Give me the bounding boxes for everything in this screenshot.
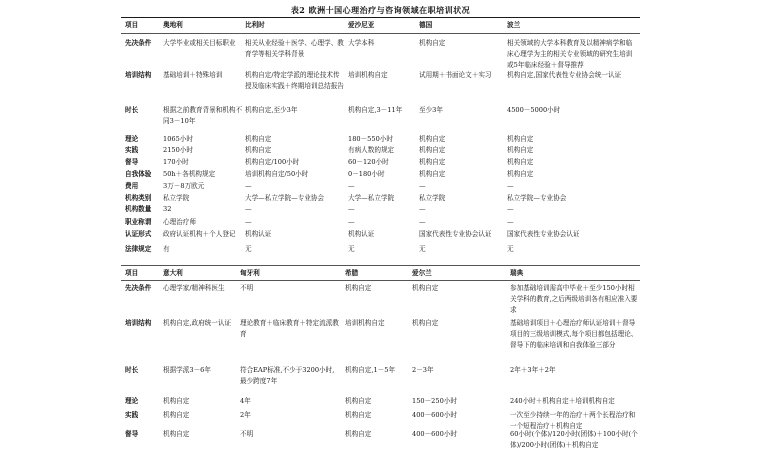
t2-cell: 400－600小时: [412, 411, 457, 419]
t1-cell: 大学毕业或相关目标职业: [163, 39, 236, 47]
t2-cell: 4年: [240, 397, 251, 405]
t1-cell: 培训机构自定/50小时: [245, 170, 309, 178]
t1-cell: 根据之前教育背景和机构不同3－10年: [163, 106, 243, 125]
t1-cell: 机构自定,3－11年: [348, 106, 403, 114]
t1-cell: 无: [507, 245, 514, 253]
t2-cell: 不明: [240, 430, 254, 438]
t1-cell: 国家代表性专业协会认证: [419, 230, 492, 238]
t1-cell: —: [419, 182, 426, 190]
t1-cell: 培训机构自定: [348, 71, 388, 79]
t1-cell: 私立学院: [419, 194, 446, 202]
t1-cell: —: [245, 205, 252, 213]
t1-cell: 机构自定,至少3年: [245, 106, 298, 114]
t1-cell: —: [419, 205, 426, 213]
t2-cell: 150－250小时: [412, 397, 457, 405]
t2-row-label: 先决条件: [125, 284, 152, 292]
t1-row-label: 认证形式: [125, 230, 152, 238]
t2-cell: 60小时(个体)/120小时(团体)＋100小时(个体)/200小时(团体)＋机构自定: [510, 430, 638, 449]
t1-row-label: 时长: [125, 106, 139, 114]
t2-cell: 培训机构自定: [345, 319, 385, 327]
t2-header-rule: [121, 280, 640, 281]
t1-cell: 至少3年: [419, 106, 443, 114]
t2-cell: 符合EAP标准,不少于3200小时,最少跨度7年: [240, 366, 335, 385]
t1-cell: 相关领域的大学本科教育及以精神病学和临床心理学为主的相关专业领域的研究生培训或5年临床经验＋督导推荐: [507, 39, 633, 69]
t2-cell: 机构自定: [163, 397, 190, 405]
t1-top-rule: [121, 17, 640, 18]
t1-header-label: 项目: [125, 21, 139, 29]
t1-cell: 私立学院—专业协会: [507, 194, 567, 202]
t2-cell: 机构自定: [345, 430, 372, 438]
t1-cell: 机构自定/100小时: [245, 158, 300, 166]
t1-cell: —: [245, 182, 252, 190]
t1-cell: 无: [419, 245, 426, 253]
t2-cell: 机构自定: [163, 411, 190, 419]
t1-cell: 机构自定: [507, 158, 534, 166]
t1-row-label: 先决条件: [125, 39, 152, 47]
t1-cell: —: [348, 182, 355, 190]
t1-cell: —: [245, 218, 252, 226]
t1-cell: 50h＋各机构规定: [163, 170, 216, 178]
t1-header-cell: 波兰: [507, 21, 521, 29]
t1-cell: 私立学院: [163, 194, 190, 202]
t1-cell: 大学—私立学院—专业协会: [245, 194, 325, 202]
t1-header-cell: 爱沙尼亚: [348, 21, 375, 29]
t2-cell: 机构自定: [345, 411, 372, 419]
t2-cell: 根据学派3－6年: [163, 366, 211, 374]
t1-cell: 机构自定: [419, 135, 446, 143]
t1-cell: 2150小时: [163, 146, 193, 154]
t1-cell: 基础培训＋特殊培训: [163, 71, 223, 79]
t2-cell: 2年: [240, 411, 251, 419]
t1-cell: 机构自定: [419, 158, 446, 166]
t1-bottom-rule: [121, 265, 640, 266]
t1-row-label: 机构类别: [125, 194, 152, 202]
t1-cell: 大学本科: [348, 39, 375, 47]
t1-cell: 机构自定/特定学派的理论技术传授及临床实践＋终期培训总结报告: [245, 71, 344, 90]
t2-header-cell: 瑞典: [510, 269, 524, 277]
t1-row-label: 理论: [125, 135, 139, 143]
t1-cell: 有病人数的规定: [348, 146, 395, 154]
t1-cell: 无: [348, 245, 355, 253]
t1-cell: —: [348, 218, 355, 226]
t1-cell: 试用期＋书面论文＋实习: [419, 71, 492, 79]
t1-header-cell: 奥地利: [163, 21, 183, 29]
t1-cell: —: [507, 218, 514, 226]
t1-cell: —: [419, 218, 426, 226]
t2-cell: 240小时＋机构自定＋培训机构自定: [510, 397, 615, 405]
t1-cell: 机构自定: [419, 39, 446, 47]
t2-cell: 参加基础培训需高中毕业＋至少150小时相关学科的教育,之后两级培训各有相应准入要求: [510, 284, 638, 314]
t2-header-cell: 匈牙利: [240, 269, 260, 277]
t1-cell: 机构自定: [507, 146, 534, 154]
t1-cell: 政府认证机构＋个人登记: [163, 230, 236, 238]
t1-cell: 机构自定,国家代表性专业协会统一认证: [507, 71, 622, 79]
t1-cell: 大学—私立学院: [348, 194, 395, 202]
t1-cell: 机构自定: [507, 170, 534, 178]
t2-header-label: 项目: [125, 269, 139, 277]
t2-cell: 理论教育＋临床教育＋特定流派教育: [240, 319, 339, 338]
t2-cell: 机构自定: [163, 430, 190, 438]
t1-cell: 国家代表性专业协会认证: [507, 230, 580, 238]
t2-row-label: 培训结构: [125, 319, 152, 327]
t1-cell: 32: [163, 205, 172, 213]
t1-row-label: 法律规定: [125, 245, 152, 253]
t1-cell: —: [507, 182, 514, 190]
t1-cell: —: [348, 205, 355, 213]
t2-cell: 不明: [240, 284, 254, 292]
t1-cell: 机构自定: [419, 170, 446, 178]
t1-cell: 60－120小时: [348, 158, 389, 166]
t2-cell: 机构自定: [345, 284, 372, 292]
t2-cell: 400－600小时: [412, 430, 457, 438]
t1-cell: 4500－5000小时: [507, 106, 561, 114]
t1-cell: 1065小时: [163, 135, 193, 143]
t1-cell: 机构自定: [419, 146, 446, 154]
t1-row-label: 培训结构: [125, 71, 152, 79]
t2-row-label: 实践: [125, 411, 139, 419]
t1-cell: 3万－8万欧元: [163, 182, 205, 190]
t1-cell: 机构认证: [348, 230, 375, 238]
t2-cell: 2年＋3年＋2年: [510, 366, 556, 374]
t1-cell: 机构自定: [245, 135, 272, 143]
t1-cell: 170小时: [163, 158, 189, 166]
t1-cell: 相关从业经验＋医学、心理学、教育学等相关学科背景: [245, 39, 344, 58]
t2-header-cell: 意大利: [163, 269, 183, 277]
t2-cell: 机构自定: [412, 319, 439, 327]
t1-header-rule: [121, 33, 640, 34]
t2-cell: 机构自定,政府统一认证: [163, 319, 232, 327]
t2-cell: 机构自定,1－5年: [345, 366, 396, 374]
t1-cell: 机构自定: [245, 146, 272, 154]
t2-cell: 一次至少持续一年的治疗＋两个长程治疗和一个短程治疗＋机构自定: [510, 411, 636, 429]
t1-row-label: 督导: [125, 158, 139, 166]
t1-cell: 机构自定: [507, 135, 534, 143]
table-title: 表2 欧洲十国心理治疗与咨询领域在职培训状况: [290, 5, 471, 15]
t1-cell: 机构认证: [245, 230, 272, 238]
t1-cell: 无: [245, 245, 252, 253]
t1-row-label: 机构数量: [125, 205, 152, 213]
t1-row-label: 实践: [125, 146, 139, 154]
t2-cell: 2－3年: [412, 366, 434, 374]
t1-row-label: 费用: [125, 182, 139, 190]
t1-cell: 心理治疗师: [163, 218, 196, 226]
t2-cell: 基础培训项目＋心理治疗师认证培训＋督导项目的三级培训模式,每个项目都包括理论、督导下的临床培训和自我体验三部分: [510, 319, 638, 349]
t2-row-label: 理论: [125, 397, 139, 405]
t2-cell: 心理学家/精神科医生: [163, 284, 225, 292]
t1-header-cell: 比利时: [245, 21, 265, 29]
t2-header-cell: 爱尔兰: [412, 269, 432, 277]
t1-header-cell: 德国: [419, 21, 433, 29]
t1-cell: —: [507, 205, 514, 213]
t1-cell: 0－180小时: [348, 170, 385, 178]
t2-cell: 机构自定: [345, 397, 372, 405]
t2-cell: 机构自定: [412, 284, 439, 292]
t2-header-cell: 希腊: [345, 269, 359, 277]
t2-row-label: 时长: [125, 366, 139, 374]
t1-cell: 180－550小时: [348, 135, 393, 143]
t1-cell: 有: [163, 245, 170, 253]
t1-row-label: 职业称谓: [125, 218, 152, 226]
t2-row-label: 督导: [125, 430, 139, 438]
t1-row-label: 自我体验: [125, 170, 152, 178]
